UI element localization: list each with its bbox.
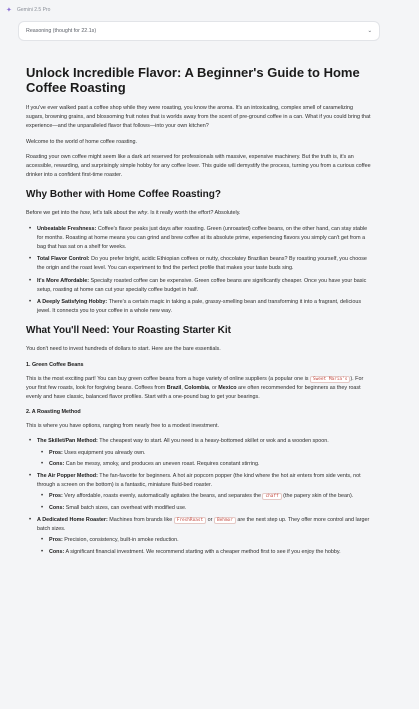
- article-title: Unlock Incredible Flavor: A Beginner's Guide to Home Coffee Roasting: [26, 65, 360, 95]
- intro-paragraph: Welcome to the world of home coffee roasting.: [26, 138, 137, 145]
- intro-paragraph: Roasting your own coffee might seem like a dark art reserved for professionals with massive, expensive machinery. But the truth is, it's an accessible, rewarding, and surprisingly simple hobby for any coffee lover. This guide will demystify the process, turning you from a curious coffee drinker into a confident first-time roaster.: [26, 153, 371, 179]
- pros-cons-list: [37, 536, 372, 556]
- reasoning-label: Reasoning (thought for 22.1s): [26, 28, 97, 34]
- methods-list: [26, 437, 372, 556]
- list-item: • The Air Popper Method: The fan-favorite for beginners. A hot air popcorn popper (the kind where the hot air enters from side vents, not through a screen on the bottom) is a fantastic, miniature fluid-bed roaster. • Pros: Very affordable, roasts evenly, automatically agitates the beans, and separates the chaff (the papery skin of the bean). • Cons: Small batch sizes, can overheat with modified use.: [26, 472, 372, 513]
- list-item: • A Dedicated Home Roaster: Machines from brands like FreshRoast or Behmor are the next step up. They offer more control and larger batch sizes. • Pros: Precision, consistency, built-in smoke reduction. • Cons: A significant financial investment. We recommend starting with a cheaper method first to see if you enjoy the hobby.: [26, 516, 372, 557]
- list-item: • Cons: Small batch sizes, can overheat with modified use.: [37, 504, 372, 513]
- list-item: • Pros: Uses equipment you already own.: [37, 449, 372, 458]
- list-item: • Pros: Very affordable, roasts evenly, automatically agitates the beans, and separates the chaff (the papery skin of the bean).: [37, 492, 372, 501]
- pros-cons-list: [37, 492, 372, 512]
- list-item: • Pros: Precision, consistency, built-in smoke reduction.: [37, 536, 372, 545]
- benefits-list: [26, 225, 372, 317]
- list-item: • A Deeply Satisfying Hobby: There's a certain magic in taking a pale, grassy-smelling bean and transforming it into a fragrant, delicious jewel. It connects you to your coffee in a whole new way.: [26, 298, 372, 316]
- list-item: • The Skillet/Pan Method: The cheapest way to start. All you need is a heavy-bottomed skillet or wok and a wooden spoon. • Pros: Uses equipment you already own. • Cons: Can be messy, smoky, and produces an uneven roast. Requires constant stirring.: [26, 437, 372, 469]
- model-name: Gemini 2.5 Pro: [17, 7, 51, 13]
- beans-paragraph: This is the most exciting part! You can buy green coffee beans from a huge variety of online suppliers (a popular one is Sweet Maria's ). For your first few roasts, look for forgiving beans. Coffees from Brazil, Colombia, or Mexico are often recommended for beginners as they roast evenly and have classic, balanced flavor profiles. Start with a one-pound bag to get your bearings.: [26, 375, 364, 401]
- list-item: • Cons: A significant financial investment. We recommend starting with a cheaper method first to see if you enjoy the hobby.: [37, 548, 372, 557]
- subheading-beans: 1. Green Coffee Beans: [26, 361, 84, 368]
- list-item: • Unbeatable Freshness: Coffee's flavor peaks just days after roasting. Green (unroasted) coffee beans, on the other hand, can stay stable for months. Roasting at home means you can grind and brew coffee at its absolute prime, experiencing flavors you simply can't get from a bag that has sat on a shelf for weeks.: [26, 225, 372, 253]
- section-heading-why: Why Bother with Home Coffee Roasting?: [26, 189, 221, 201]
- kit-lead: You don't need to invest hundreds of dollars to start. Here are the bare essentials.: [26, 346, 221, 353]
- list-item: • It's More Affordable: Specialty roasted coffee can be expensive. Green coffee beans are significantly cheaper. Once you have your basic setup, roasting at home can cut your specialty coffee budget in half.: [26, 277, 372, 295]
- list-item: • Cons: Can be messy, smoky, and produces an uneven roast. Requires constant stirring.: [37, 460, 372, 469]
- subheading-method: 2. A Roasting Method: [26, 409, 81, 416]
- chevron-down-icon: ⌄: [367, 28, 372, 34]
- section-heading-kit: What You'll Need: Your Roasting Starter Kit: [26, 325, 231, 337]
- reasoning-toggle[interactable]: [18, 21, 380, 41]
- intro-paragraph: If you've ever walked past a coffee shop while they were roasting, you know the aroma. It's an intoxicating, complex smell of caramelizing sugars, browning grains, and blossoming fruit notes that is worlds away from the scent of pre-ground coffee in a can. What if you could bring that experience—and the unparalleled flavor that follows—into your own kitchen?: [26, 105, 371, 130]
- model-header: [6, 4, 50, 16]
- sparkle-icon: ✦: [6, 6, 12, 14]
- list-item: • Total Flavor Control: Do you prefer bright, acidic Ethiopian coffees or nutty, chocolatey Brazilian beans? By roasting yourself, you choose the origin and the roast level. You can experiment to find the perfect profile that makes your taste buds sing.: [26, 255, 372, 273]
- pros-cons-list: [37, 449, 372, 469]
- why-lead: Before we get into the how, let's talk about the why. Is it really worth the effort? Absolutely.: [26, 210, 241, 217]
- response-content: [18, 47, 380, 709]
- method-lead: This is where you have options, ranging from nearly free to a modest investment.: [26, 423, 219, 430]
